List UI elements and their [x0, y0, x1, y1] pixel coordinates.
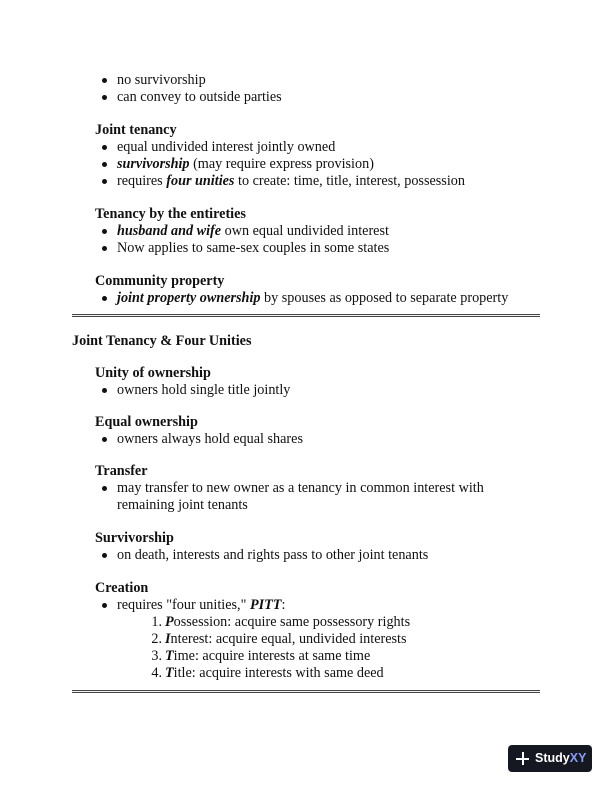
numbered-item — [95, 665, 545, 682]
list-item-text: to create: time, title, interest, possession — [234, 173, 465, 189]
bullet-list — [95, 382, 545, 399]
list-item — [95, 173, 545, 190]
list-item-text: requires "four unities," — [117, 597, 250, 613]
section-heading: Joint tenancy — [95, 122, 177, 138]
list-item — [95, 290, 545, 307]
numbered-item — [95, 648, 545, 665]
list-item: may transfer to new owner as a tenancy in common interest with remaining joint tenants — [95, 480, 517, 514]
list-item: equal undivided interest jointly owned — [95, 139, 545, 156]
bullet-list — [95, 480, 545, 514]
emphasis-letter: T — [165, 665, 174, 681]
emphasis-letter: T — [165, 648, 174, 664]
transfer-section — [95, 463, 545, 514]
brand-name-primary: Study — [535, 751, 570, 765]
emphasis-text: four unities — [166, 173, 235, 189]
section-heading: Community property — [95, 273, 225, 289]
section-heading: Unity of ownership — [95, 365, 211, 381]
section-heading: Creation — [95, 580, 149, 596]
bullet-list — [95, 290, 545, 307]
numbered-list — [95, 614, 545, 682]
list-item-text: (may require express provision) — [189, 156, 374, 172]
list-item: no survivorship — [95, 72, 545, 89]
list-item-text: ime: acquire interests at same time — [173, 648, 371, 664]
section-heading: Tenancy by the entireties — [95, 206, 246, 222]
item-number: 3. — [151, 648, 162, 664]
page-title: Joint Tenancy & Four Unities — [72, 333, 252, 349]
list-item-text: by spouses as opposed to separate property — [260, 290, 509, 306]
emphasis-text: survivorship — [117, 156, 190, 172]
section-heading: Survivorship — [95, 530, 174, 546]
bullet-list — [95, 223, 545, 257]
list-item: Now applies to same-sex couples in some states — [95, 240, 545, 257]
bullet-list — [95, 72, 545, 106]
list-item — [95, 156, 545, 173]
list-item: owners always hold equal shares — [95, 431, 545, 448]
bullet-list — [95, 547, 545, 564]
equal-ownership-section — [95, 414, 545, 448]
list-item: on death, interests and rights pass to other joint tenants — [95, 547, 545, 564]
brand-name-accent: XY — [569, 751, 587, 765]
item-number: 2. — [151, 631, 162, 647]
list-item-text: nterest: acquire equal, undivided interests — [170, 631, 407, 647]
numbered-item — [95, 614, 545, 631]
community-property-section — [95, 273, 545, 307]
section-heading: Transfer — [95, 463, 148, 479]
list-item — [95, 223, 545, 240]
tenancy-in-common-continuation — [95, 72, 545, 106]
list-item-text: ossession: acquire same possessory rights — [173, 614, 411, 630]
emphasis-letter: I — [165, 631, 171, 647]
list-item: can convey to outside parties — [95, 89, 545, 106]
list-item-text: itle: acquire interests with same deed — [173, 665, 384, 681]
list-item-text: own equal undivided interest — [221, 223, 389, 239]
entireties-section — [95, 206, 545, 257]
emphasis-text: husband and wife — [117, 223, 222, 239]
joint-tenancy-section — [95, 122, 545, 190]
numbered-item — [95, 631, 545, 648]
bullet-list — [95, 431, 545, 448]
bullet-list — [95, 139, 545, 190]
bullet-list — [95, 597, 545, 614]
list-item-text: : — [281, 597, 286, 613]
survivorship-section — [95, 530, 545, 564]
emphasis-text: PITT — [249, 597, 282, 613]
list-item — [95, 597, 545, 614]
section-heading: Equal ownership — [95, 414, 198, 430]
section-divider — [72, 690, 540, 693]
list-item-text: requires — [117, 173, 167, 189]
item-number: 1. — [151, 614, 162, 630]
emphasis-text: joint property ownership — [117, 290, 261, 306]
item-number: 4. — [151, 665, 162, 681]
unity-of-ownership-section — [95, 365, 545, 399]
list-item: owners hold single title jointly — [95, 382, 545, 399]
studyxy-logo-badge[interactable] — [508, 745, 592, 772]
creation-section — [95, 580, 545, 682]
section-divider — [72, 314, 540, 317]
plus-icon — [516, 752, 529, 765]
emphasis-letter: P — [165, 614, 174, 630]
